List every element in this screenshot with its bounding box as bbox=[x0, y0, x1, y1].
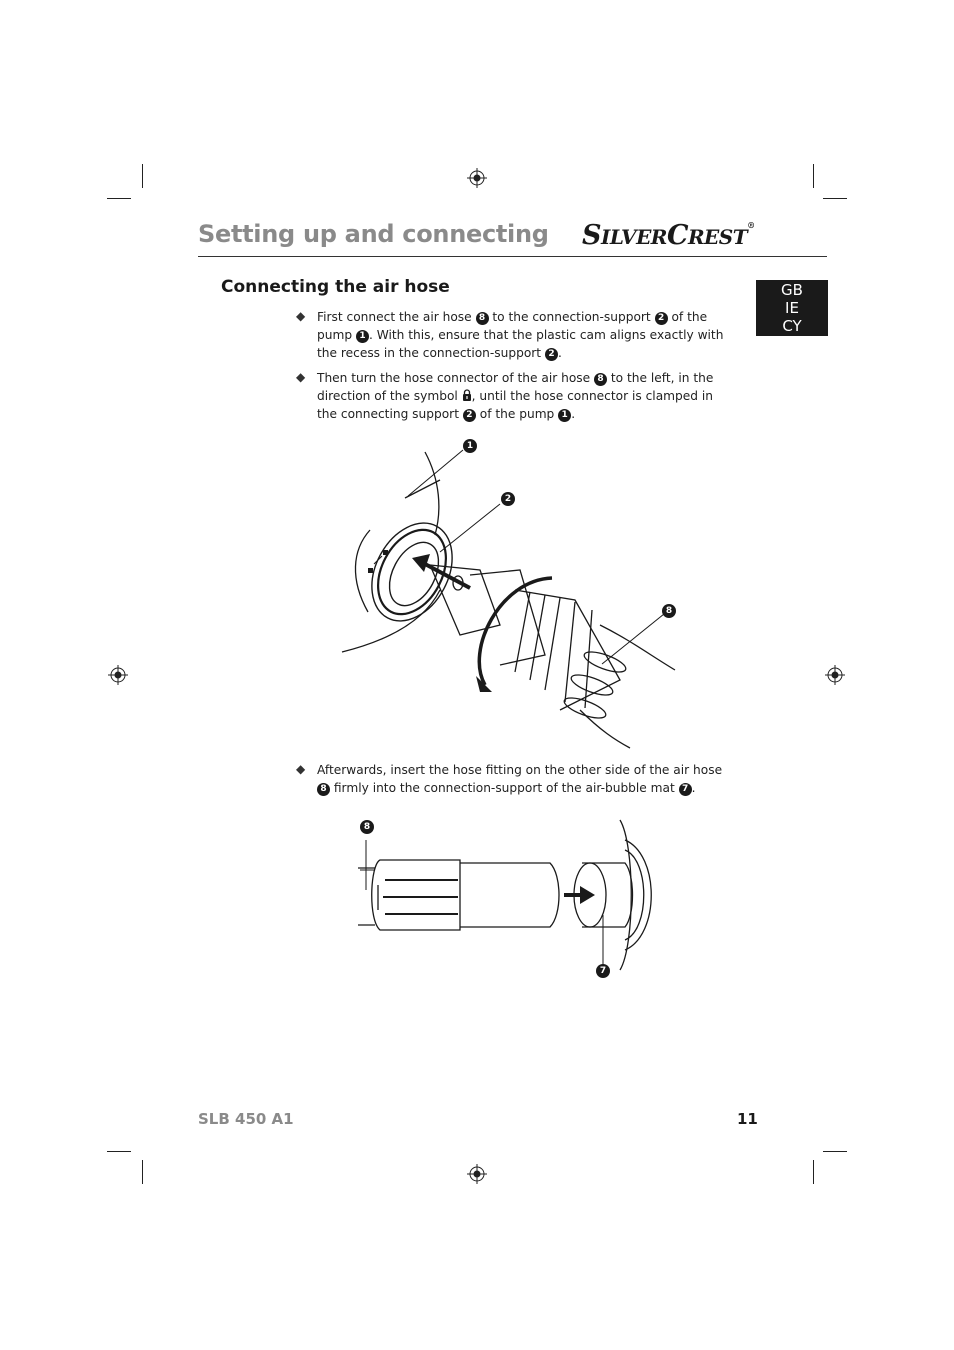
brand-logo bbox=[582, 220, 755, 251]
crop-mark bbox=[107, 1151, 131, 1152]
figure-label-hose: 8 bbox=[662, 604, 676, 618]
page-number: 11 bbox=[737, 1110, 758, 1128]
registration-mark-icon bbox=[467, 168, 487, 188]
ref-number-2: 2 bbox=[463, 409, 476, 422]
language-code-gb: GB bbox=[781, 281, 803, 299]
registration-mark-icon bbox=[825, 665, 845, 685]
crop-mark bbox=[142, 1160, 143, 1184]
ref-number-1: 1 bbox=[356, 330, 369, 343]
crop-mark bbox=[107, 198, 131, 199]
figure-label-mat-support: 7 bbox=[596, 964, 610, 978]
bullet-diamond-icon: ◆ bbox=[296, 762, 306, 776]
ref-number-8: 8 bbox=[594, 373, 607, 386]
ref-number-8: 8 bbox=[476, 312, 489, 325]
brand-text: REST bbox=[687, 225, 748, 249]
registration-mark-icon bbox=[108, 665, 128, 685]
instruction-step-3: Afterwards, insert the hose fitting on the other side of the air hose 8 firmly into the connection-support of the air-bubble mat 7 . bbox=[317, 763, 723, 795]
figure-label-pump: 1 bbox=[463, 439, 477, 453]
registered-mark: ® bbox=[747, 220, 755, 230]
instruction-step-1: First connect the air hose 8 to the connection-support 2 of the pump 1 . With this, ensure that the plastic cam aligns exactly with the recess in the connection-support 2 . bbox=[317, 310, 724, 360]
page-title: Setting up and connecting bbox=[198, 220, 549, 248]
ref-number-7: 7 bbox=[679, 783, 692, 796]
crop-mark bbox=[823, 198, 847, 199]
language-code-cy: CY bbox=[782, 317, 802, 335]
ref-number-8: 8 bbox=[317, 783, 330, 796]
section-title: Connecting the air hose bbox=[221, 277, 450, 297]
ref-number-1: 1 bbox=[558, 409, 571, 422]
crop-mark bbox=[813, 1160, 814, 1184]
brand-letter: S bbox=[582, 220, 601, 251]
brand-text: ILVER bbox=[601, 225, 667, 249]
footer-model: SLB 450 A1 bbox=[198, 1110, 294, 1128]
ref-number-2: 2 bbox=[655, 312, 668, 325]
header-rule bbox=[198, 256, 827, 257]
figure-mat-hose-connection bbox=[350, 815, 670, 975]
bullet-diamond-icon: ◆ bbox=[296, 309, 306, 323]
crop-mark bbox=[813, 164, 814, 188]
brand-letter: C bbox=[666, 220, 688, 251]
ref-number-2: 2 bbox=[545, 348, 558, 361]
crop-mark bbox=[823, 1151, 847, 1152]
bullet-diamond-icon: ◆ bbox=[296, 370, 306, 384]
language-code-ie: IE bbox=[785, 299, 799, 317]
figure-pump-hose-connection bbox=[330, 440, 690, 750]
lock-icon bbox=[462, 389, 472, 401]
language-tab bbox=[756, 280, 828, 336]
figure-label-hose: 8 bbox=[360, 820, 374, 834]
registration-mark-icon bbox=[467, 1164, 487, 1184]
figure-label-support: 2 bbox=[501, 492, 515, 506]
instruction-step-2: Then turn the hose connector of the air hose 8 to the left, in the direction of the symbol , until the hose connector is clamped in the connecting support 2 of the pump 1 . bbox=[317, 371, 714, 421]
crop-mark bbox=[142, 164, 143, 188]
